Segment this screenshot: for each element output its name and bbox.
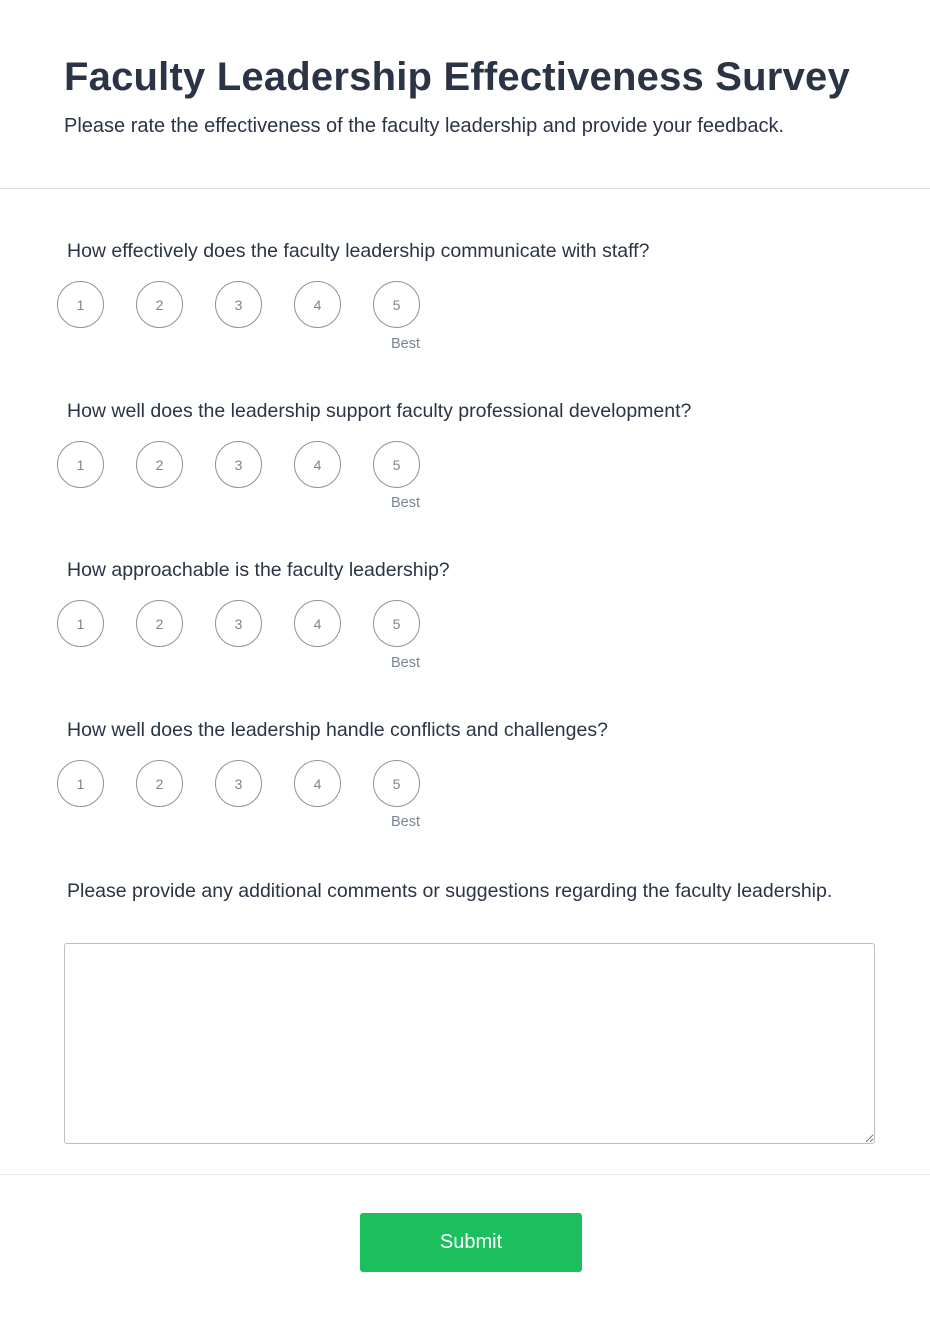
footer-divider xyxy=(0,1174,930,1175)
rating-option-3[interactable]: 3 xyxy=(215,441,262,488)
submit-button[interactable]: Submit xyxy=(360,1213,582,1272)
comments-label: Please provide any additional comments or suggestions regarding the faculty leadership. xyxy=(67,880,833,902)
best-label: Best xyxy=(391,495,421,511)
rating-option-1[interactable]: 1 xyxy=(57,281,104,328)
rating-option-2[interactable]: 2 xyxy=(136,760,183,807)
question-label: How effectively does the faculty leadership communicate with staff? xyxy=(67,240,650,262)
best-label: Best xyxy=(391,814,421,830)
rating-option-4[interactable]: 4 xyxy=(294,281,341,328)
survey-header xyxy=(0,0,930,189)
rating-option-3[interactable]: 3 xyxy=(215,760,262,807)
best-label: Best xyxy=(391,336,421,352)
rating-option-5[interactable]: 5 xyxy=(373,760,420,807)
rating-option-4[interactable]: 4 xyxy=(294,600,341,647)
rating-option-3[interactable]: 3 xyxy=(215,600,262,647)
rating-option-1[interactable]: 1 xyxy=(57,600,104,647)
rating-option-1[interactable]: 1 xyxy=(57,760,104,807)
rating-option-5[interactable]: 5 xyxy=(373,600,420,647)
rating-option-4[interactable]: 4 xyxy=(294,441,341,488)
page-subtitle: Please rate the effectiveness of the faculty leadership and provide your feedback. xyxy=(64,115,785,137)
rating-scale xyxy=(57,441,452,488)
question-label: How approachable is the faculty leadership? xyxy=(67,559,450,581)
rating-scale xyxy=(57,600,452,647)
rating-option-5[interactable]: 5 xyxy=(373,281,420,328)
rating-option-3[interactable]: 3 xyxy=(215,281,262,328)
rating-option-2[interactable]: 2 xyxy=(136,600,183,647)
rating-option-4[interactable]: 4 xyxy=(294,760,341,807)
question-label: How well does the leadership support faculty professional development? xyxy=(67,400,692,422)
question-label: How well does the leadership handle conflicts and challenges? xyxy=(67,719,608,741)
rating-scale xyxy=(57,760,452,807)
rating-option-5[interactable]: 5 xyxy=(373,441,420,488)
rating-option-2[interactable]: 2 xyxy=(136,441,183,488)
rating-option-1[interactable]: 1 xyxy=(57,441,104,488)
page-title: Faculty Leadership Effectiveness Survey xyxy=(64,55,850,99)
comments-textarea[interactable] xyxy=(64,943,875,1144)
rating-scale xyxy=(57,281,452,328)
best-label: Best xyxy=(391,655,421,671)
rating-option-2[interactable]: 2 xyxy=(136,281,183,328)
